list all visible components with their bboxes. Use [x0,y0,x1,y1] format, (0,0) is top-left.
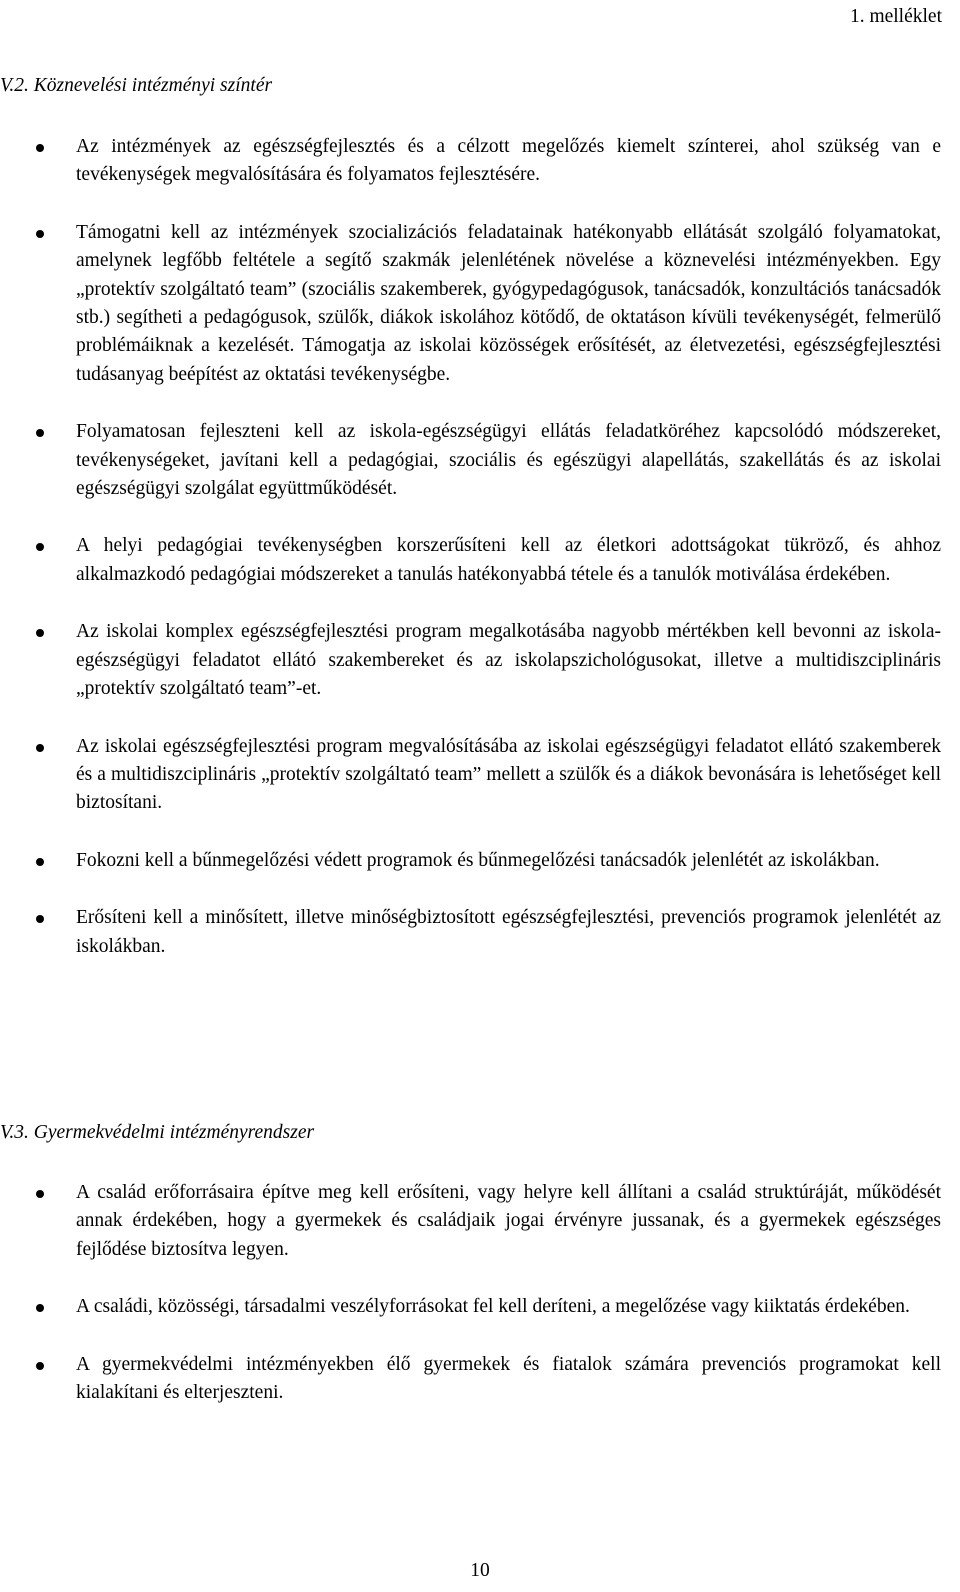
list-item-text: A család erőforrásaira építve meg kell erősíteni, vagy helyre kell állítani a család struktúráját, működését annak érdekében, hogy a gyermekek és családjaik jogai érvényre jussanak, és a gyermekek egészséges fejlődése biztosítva legyen. [76,1182,941,1260]
list-item-text: Erősíteni kell a minősített, illetve minőségbiztosított egészségfejlesztési, prevenciós programok jelenlétét az iskolákban. [76,907,941,957]
bullet-icon [36,429,44,437]
list-item-text: Az iskolai egészségfejlesztési program megvalósításába az iskolai egészségügyi feladatot ellátó szakemberek és a multidiszciplináris „protektív szolgáltató team” mellett a szülők és a diákok bevonására is lehetőséget kell biztosítani. [76,735,941,814]
list-item-text: Az intézmények az egészségfejlesztés és a célzott megelőzés kiemelt színterei, ahol szükség van e tevékenységek megvalósítására és folyamatos fejlesztésére. [76,136,941,186]
bullet-icon [36,744,44,752]
section-title-v2: V.2. Köznevelési intézményi színtér [0,75,273,96]
bullet-icon [36,230,44,238]
bullet-icon [36,543,44,551]
section-v2-bullet-list [0,133,960,961]
list-item-text: Az iskolai komplex egészségfejlesztési program megalkotásába nagyobb mértékben kell bevonni az iskola-egészségügyi feladatot ellátó szakembereket és az iskolapszichológusokat, illetve a multidiszciplináris „protektív szolgáltató team”-et. [76,621,941,700]
bullet-icon [36,915,44,923]
list-item-text: Fokozni kell a bűnmegelőzési védett programok és bűnmegelőzési tanácsadók jelenlétét az iskolákban. [76,849,880,871]
list-item [0,733,960,818]
bullet-icon [36,144,44,152]
list-item-text: A helyi pedagógiai tevékenységben korszerűsíteni kell az életkori adottságokat tükröző, és ahhoz alkalmazkodó pedagógiai módszereket a tanulás hatékonyabbá tétele és a tanulók motiválása érdekében. [76,535,941,585]
list-item-text: Folyamatosan fejleszteni kell az iskola-egészségügyi ellátás feladatköréhez kapcsolódó módszereket, tevékenységeket, javítani kell a pedagógiai, szociális és egészügyi alapellátás, szakellátás és az iskolai egészségügyi szolgálat együttműködését. [76,421,941,500]
list-item [0,618,960,703]
bullet-icon [36,858,44,866]
bullet-icon [36,1304,44,1312]
list-item-text: A gyermekvédelmi intézményekben élő gyermekek és fiatalok számára prevenciós programokat kell kialakítani és elterjeszteni. [76,1353,941,1404]
list-item-text: A családi, közösségi, társadalmi veszélyforrásokat fel kell deríteni, a megelőzése vagy kiiktatás érdekében. [76,1296,910,1318]
list-item [0,1293,960,1321]
list-item [0,219,960,389]
list-item [0,904,960,961]
list-item [0,418,960,503]
list-item [0,847,960,875]
list-item [0,133,960,190]
section-title-v3: V.3. Gyermekvédelmi intézményrendszer [0,1122,315,1143]
bullet-icon [36,629,44,637]
annex-label: 1. melléklet [849,6,942,27]
section-v3-bullet-list [0,1179,960,1407]
list-item [0,1179,960,1264]
bullet-icon [36,1362,44,1370]
bullet-icon [36,1190,44,1198]
page-number: 10 [470,1560,490,1581]
list-item-text: Támogatni kell az intézmények szocializációs feladatainak hatékonyabb ellátását szolgáló folyamatokat, amelynek legfőbb feltétele a segítő szakmák jelenlétének növelése a köznevelési intézményekben. Egy „protektív szolgáltató team” (szociális szakemberek, gyógypedagógusok, tanácsadók, konzultációs tanácsadók stb.) segítheti a pedagógusok, szülők, diákok iskolához kötődő, de oktatáson kívüli tevékenységét, felmerülő problémáiknak a kezelését. Támogatja az iskolai közösségek erősítését, az életvezetési, egészségfejlesztési tudásanyag beépítést az oktatási tevékenységbe. [76,221,941,385]
list-item [0,532,960,589]
list-item [0,1351,960,1408]
